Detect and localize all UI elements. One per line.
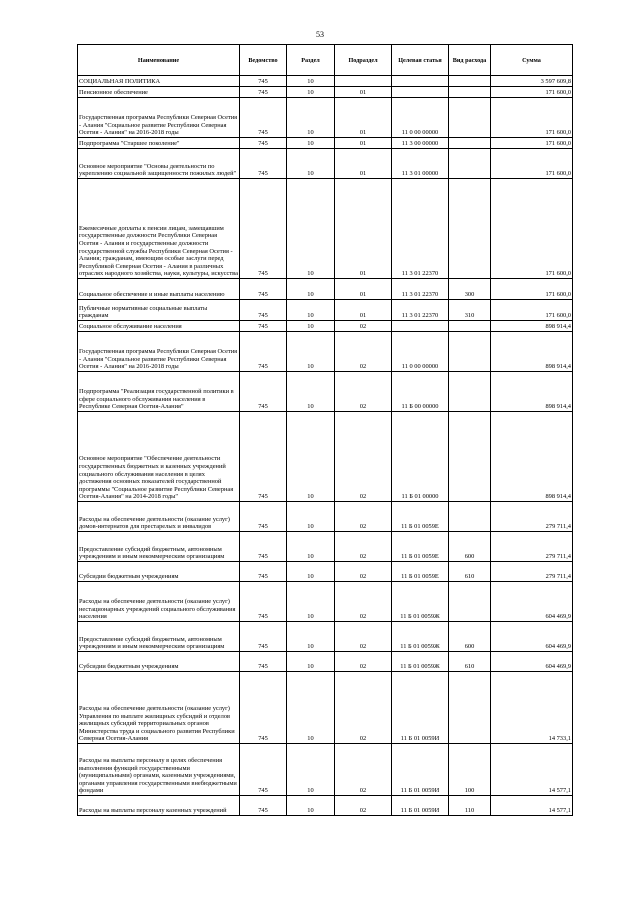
cell-sum: 171 600,0 [491, 279, 573, 300]
header-razdel: Раздел [287, 45, 335, 76]
cell-vid: 300 [449, 279, 491, 300]
cell-podrazdel: 01 [335, 300, 392, 321]
cell-vedomstvo: 745 [240, 138, 287, 149]
cell-vid [449, 332, 491, 372]
cell-razdel: 10 [287, 562, 335, 582]
cell-vedomstvo: 745 [240, 622, 287, 652]
cell-sum: 14 577,1 [491, 744, 573, 796]
cell-vid: 110 [449, 796, 491, 816]
cell-razdel: 10 [287, 149, 335, 179]
cell-podrazdel: 01 [335, 179, 392, 279]
cell-podrazdel: 01 [335, 138, 392, 149]
header-target: Целевая статья [392, 45, 449, 76]
table-row [78, 744, 573, 796]
cell-name: Подпрограмма "Реализация государственной политики в сфере социального обслуживания населения в Республике Северная Осетия-Алания" [78, 372, 240, 412]
cell-vid [449, 138, 491, 149]
header-sum: Сумма [491, 45, 573, 76]
cell-target: 11 Б 01 0059Ж [392, 652, 449, 672]
cell-vedomstvo: 745 [240, 332, 287, 372]
cell-podrazdel: 02 [335, 622, 392, 652]
cell-podrazdel: 01 [335, 149, 392, 179]
cell-vid [449, 321, 491, 332]
cell-vedomstvo: 745 [240, 672, 287, 744]
budget-table [77, 44, 573, 816]
cell-vedomstvo: 745 [240, 179, 287, 279]
cell-name: Пенсионное обеспечение [78, 87, 240, 98]
cell-vid: 100 [449, 744, 491, 796]
cell-sum: 898 914,4 [491, 332, 573, 372]
cell-name: Социальное обеспечение и иные выплаты населению [78, 279, 240, 300]
cell-vedomstvo: 745 [240, 98, 287, 138]
cell-name: Расходы на выплаты персоналу казенных учреждений [78, 796, 240, 816]
cell-target: 11 Б 01 0059Ж [392, 582, 449, 622]
cell-razdel: 10 [287, 744, 335, 796]
cell-vedomstvo: 745 [240, 532, 287, 562]
cell-name: Субсидии бюджетным учреждениям [78, 652, 240, 672]
cell-vid [449, 98, 491, 138]
cell-target: 11 0 00 00000 [392, 98, 449, 138]
cell-sum: 14 733,1 [491, 672, 573, 744]
cell-sum: 171 600,0 [491, 98, 573, 138]
cell-vid: 610 [449, 652, 491, 672]
cell-vid: 610 [449, 562, 491, 582]
cell-target: 11 Б 01 0059Ж [392, 622, 449, 652]
cell-razdel: 10 [287, 622, 335, 652]
cell-vid [449, 372, 491, 412]
cell-razdel: 10 [287, 372, 335, 412]
cell-razdel: 10 [287, 300, 335, 321]
cell-vedomstvo: 745 [240, 279, 287, 300]
cell-name: Расходы на обеспечение деятельности (оказание услуг) Управления по выплате жилищных субсидий и отделов жилищных субсидий территориальных органов Министерства труда и социального развития Республики Северная Осетия-Алания [78, 672, 240, 744]
cell-vedomstvo: 745 [240, 582, 287, 622]
cell-vedomstvo: 745 [240, 796, 287, 816]
cell-razdel: 10 [287, 279, 335, 300]
cell-name: Расходы на выплаты персоналу в целях обеспечения выполнения функций государственными (муниципальными) органами, казенными учреждениями, органами управления государственными внебюджетными фондами [78, 744, 240, 796]
cell-target: 11 Б 01 00000 [392, 412, 449, 502]
table-row [78, 149, 573, 179]
cell-razdel: 10 [287, 98, 335, 138]
cell-name: Подпрограмма "Старшее поколение" [78, 138, 240, 149]
table-row [78, 138, 573, 149]
cell-vid [449, 179, 491, 279]
cell-razdel: 10 [287, 672, 335, 744]
cell-vid [449, 582, 491, 622]
cell-name: Расходы на обеспечение деятельности (оказание услуг) домов-интернатов для престарелых и инвалидов [78, 502, 240, 532]
cell-target [392, 321, 449, 332]
cell-razdel: 10 [287, 332, 335, 372]
cell-sum: 279 711,4 [491, 532, 573, 562]
cell-name: Социальное обслуживание населения [78, 321, 240, 332]
cell-sum: 898 914,4 [491, 321, 573, 332]
cell-vedomstvo: 745 [240, 412, 287, 502]
header-vedomstvo: Ведомство [240, 45, 287, 76]
cell-podrazdel: 02 [335, 652, 392, 672]
cell-vid: 600 [449, 532, 491, 562]
cell-vedomstvo: 745 [240, 562, 287, 582]
cell-sum: 3 597 609,8 [491, 76, 573, 87]
cell-vedomstvo: 745 [240, 300, 287, 321]
table-row [78, 796, 573, 816]
cell-vid [449, 87, 491, 98]
cell-name: Предоставление субсидий бюджетным, автономным учреждениям и иным некоммерческим организациям [78, 622, 240, 652]
cell-podrazdel [335, 76, 392, 87]
cell-sum: 171 600,0 [491, 149, 573, 179]
cell-target: 11 Б 01 0059Е [392, 562, 449, 582]
cell-name: Основное мероприятие "Обеспечение деятельности государственных бюджетных и казенных учреждений социального обслуживания населения в целях достижения основных показателей государственной программы "Социальное развитие Республики Северная Осетия-Алания" на 2014-2018 годы" [78, 412, 240, 502]
cell-vid: 600 [449, 622, 491, 652]
cell-vedomstvo: 745 [240, 321, 287, 332]
cell-name: Государственная программа Республики Северная Осетия - Алания "Социальное развитие Республики Северная Осетия - Алания" на 2016-2018 годы [78, 332, 240, 372]
cell-sum: 898 914,4 [491, 412, 573, 502]
cell-target: 11 3 00 00000 [392, 138, 449, 149]
cell-target: 11 Б 01 0059И [392, 744, 449, 796]
cell-sum: 14 577,1 [491, 796, 573, 816]
cell-target: 11 Б 00 00000 [392, 372, 449, 412]
cell-vid [449, 412, 491, 502]
cell-podrazdel: 02 [335, 502, 392, 532]
table-row [78, 622, 573, 652]
header-vid: Вид расхода [449, 45, 491, 76]
cell-razdel: 10 [287, 321, 335, 332]
cell-sum: 898 914,4 [491, 372, 573, 412]
cell-podrazdel: 01 [335, 279, 392, 300]
cell-sum: 279 711,4 [491, 562, 573, 582]
cell-sum: 171 600,0 [491, 87, 573, 98]
page-number: 53 [316, 30, 324, 39]
cell-vid [449, 502, 491, 532]
cell-podrazdel: 02 [335, 582, 392, 622]
cell-vedomstvo: 745 [240, 502, 287, 532]
cell-razdel: 10 [287, 87, 335, 98]
cell-target [392, 76, 449, 87]
cell-target: 11 Б 01 0059И [392, 672, 449, 744]
cell-name: Ежемесячные доплаты к пенсии лицам, замещавшим государственные должности Республики Северная Осетия - Алания и государственные должности государственной службы Республики Северная Осетия - Алания; гражданам, имеющим особые заслуги перед Республикой Северная Осетия - Алания в различных отраслях народного хозяйства, науки, культуры, искусства [78, 179, 240, 279]
cell-vid [449, 672, 491, 744]
cell-target: 11 Б 01 0059И [392, 796, 449, 816]
table-row [78, 321, 573, 332]
cell-podrazdel: 02 [335, 372, 392, 412]
cell-podrazdel: 02 [335, 562, 392, 582]
cell-sum: 171 600,0 [491, 179, 573, 279]
table-row [78, 502, 573, 532]
cell-razdel: 10 [287, 532, 335, 562]
table-row [78, 652, 573, 672]
cell-razdel: 10 [287, 179, 335, 279]
table-row [78, 332, 573, 372]
cell-podrazdel: 02 [335, 332, 392, 372]
cell-vedomstvo: 745 [240, 744, 287, 796]
cell-sum: 604 469,9 [491, 582, 573, 622]
cell-name: Субсидии бюджетным учреждениям [78, 562, 240, 582]
cell-podrazdel: 02 [335, 412, 392, 502]
cell-razdel: 10 [287, 582, 335, 622]
cell-target: 11 3 01 22370 [392, 179, 449, 279]
cell-name: Предоставление субсидий бюджетным, автономным учреждениям и иным некоммерческим организациям [78, 532, 240, 562]
cell-vedomstvo: 745 [240, 149, 287, 179]
cell-name: СОЦИАЛЬНАЯ ПОЛИТИКА [78, 76, 240, 87]
cell-target [392, 87, 449, 98]
cell-podrazdel: 02 [335, 796, 392, 816]
cell-vid [449, 76, 491, 87]
cell-podrazdel: 02 [335, 321, 392, 332]
cell-sum: 604 469,9 [491, 622, 573, 652]
cell-podrazdel: 02 [335, 744, 392, 796]
table-row [78, 672, 573, 744]
cell-razdel: 10 [287, 412, 335, 502]
cell-vid: 310 [449, 300, 491, 321]
cell-vid [449, 149, 491, 179]
cell-target: 11 3 01 00000 [392, 149, 449, 179]
table-row [78, 582, 573, 622]
table-row [78, 179, 573, 279]
table-row [78, 87, 573, 98]
table-row [78, 372, 573, 412]
cell-name: Государственная программа Республики Северная Осетия - Алания "Социальное развитие Республики Северная Осетия - Алания" на 2016-2018 годы [78, 98, 240, 138]
cell-podrazdel: 02 [335, 672, 392, 744]
cell-sum: 279 711,4 [491, 502, 573, 532]
header-podrazdel: Подраздел [335, 45, 392, 76]
cell-podrazdel: 02 [335, 532, 392, 562]
cell-sum: 171 600,0 [491, 138, 573, 149]
cell-vedomstvo: 745 [240, 76, 287, 87]
table-row [78, 279, 573, 300]
cell-vedomstvo: 745 [240, 372, 287, 412]
cell-podrazdel: 01 [335, 87, 392, 98]
cell-razdel: 10 [287, 138, 335, 149]
table-row [78, 76, 573, 87]
table-row [78, 562, 573, 582]
table-row [78, 412, 573, 502]
cell-target: 11 3 01 22370 [392, 300, 449, 321]
cell-target: 11 Б 01 0059Е [392, 502, 449, 532]
cell-podrazdel: 01 [335, 98, 392, 138]
cell-razdel: 10 [287, 502, 335, 532]
cell-target: 11 Б 01 0059Е [392, 532, 449, 562]
header-name: Наименование [78, 45, 240, 76]
cell-sum: 171 600,0 [491, 300, 573, 321]
cell-target: 11 3 01 22370 [392, 279, 449, 300]
cell-name: Публичные нормативные социальные выплаты гражданам [78, 300, 240, 321]
cell-target: 11 0 00 00000 [392, 332, 449, 372]
cell-razdel: 10 [287, 76, 335, 87]
cell-vedomstvo: 745 [240, 87, 287, 98]
table-row [78, 98, 573, 138]
cell-name: Расходы на обеспечение деятельности (оказание услуг) нестационарных учреждений социального обслуживания населения [78, 582, 240, 622]
cell-name: Основное мероприятие "Основы деятельности по укреплению социальной защищенности пожилых людей" [78, 149, 240, 179]
cell-razdel: 10 [287, 652, 335, 672]
table-row [78, 300, 573, 321]
table-header-row [78, 45, 573, 76]
cell-vedomstvo: 745 [240, 652, 287, 672]
cell-razdel: 10 [287, 796, 335, 816]
table-row [78, 532, 573, 562]
cell-sum: 604 469,9 [491, 652, 573, 672]
